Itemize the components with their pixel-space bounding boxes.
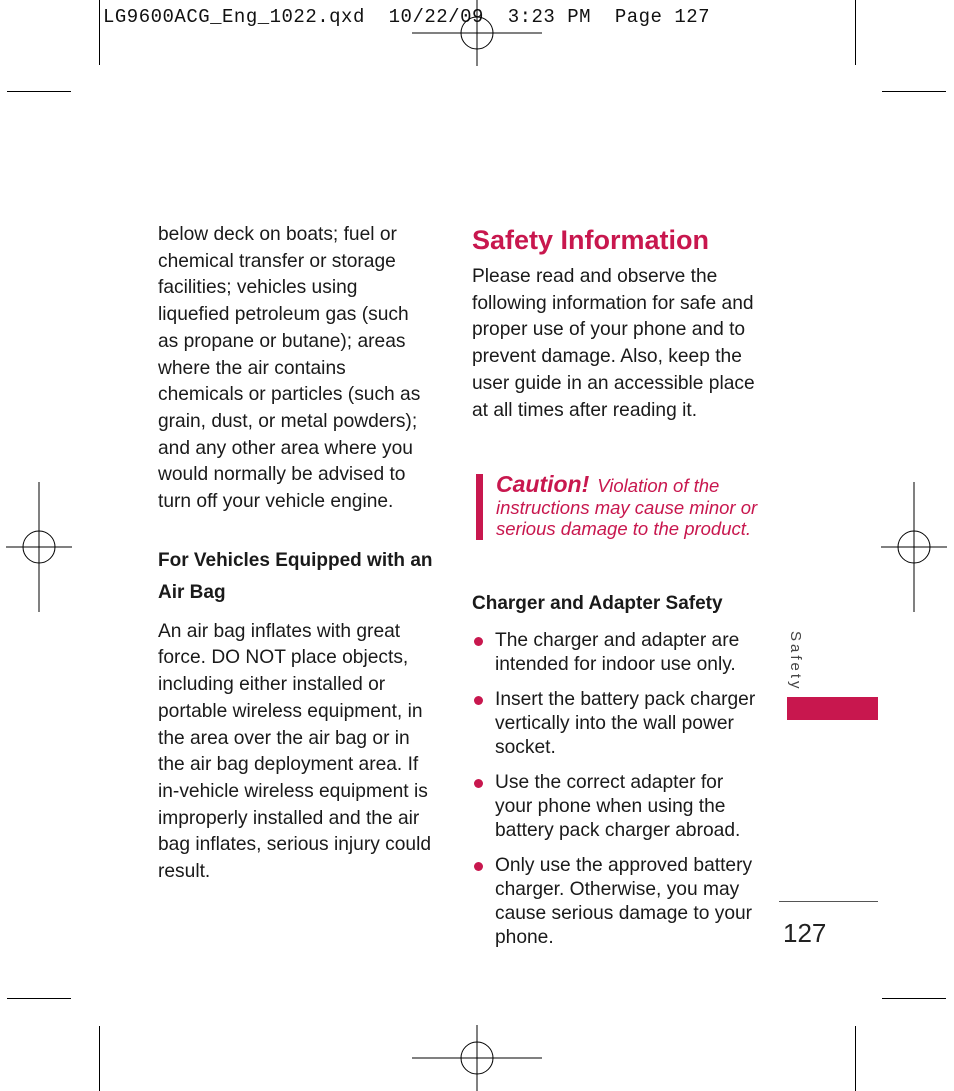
airbag-heading — [158, 545, 433, 609]
airbag-heading-line2: Air Bag — [158, 581, 226, 603]
section-tab-marker — [787, 697, 878, 720]
bullet-icon — [474, 637, 483, 646]
airbag-heading-line1: For Vehicles Equipped with an — [158, 549, 433, 571]
crop-mark-bottom-right-horizontal — [882, 998, 946, 999]
charger-heading: Charger and Adapter Safety — [472, 593, 723, 614]
restricted-areas-paragraph: below deck on boats; fuel or chemical transfer or storage facilities; vehicles using liquefied petroleum gas (such as propane or butane); areas where the air contains chemicals or particles (such as grain, dust, or metal powders); and any other area where you would normally be advised to turn off your vehicle engine. — [158, 224, 421, 513]
crop-mark-bottom-left-horizontal — [7, 998, 71, 999]
page-title: Safety Information — [472, 225, 710, 255]
slug-page: Page 127 — [614, 6, 711, 28]
bullet-icon — [474, 696, 483, 705]
crop-mark-top-right-horizontal — [882, 91, 946, 92]
slug-filename: LG9600ACG_Eng_1022.qxd — [103, 6, 365, 28]
bullet-text: Insert the battery pack charger vertically into the wall power socket. — [495, 689, 756, 758]
caution-label: Caution! — [496, 471, 590, 497]
airbag-paragraph: An air bag inflates with great force. DO NOT place objects, including either installed or portable wireless equipment, in the area over the air bag or in the air bag deployment area. If in-vehicle wireless equipment is improperly installed and the air bag inflates, serious injury could result. — [158, 620, 432, 883]
page-number-rule — [779, 901, 878, 902]
page-number: 127 — [783, 918, 827, 948]
list-item — [472, 771, 757, 843]
slug-time: 3:23 PM — [507, 6, 592, 28]
crop-mark-top-left-horizontal — [7, 91, 71, 92]
charger-bullet-list — [472, 629, 757, 950]
crop-mark-top-right-vertical — [855, 0, 856, 65]
slug-date: 10/22/09 — [388, 6, 484, 28]
list-item — [472, 854, 757, 950]
registration-mark-right-icon — [881, 482, 947, 612]
bullet-text: The charger and adapter are intended for indoor use only. — [495, 630, 740, 675]
registration-mark-top-icon — [412, 0, 542, 66]
crop-mark-bottom-left-vertical — [99, 1026, 100, 1091]
caution-box — [476, 471, 768, 540]
crop-mark-bottom-right-vertical — [855, 1026, 856, 1091]
registration-mark-bottom-icon — [412, 1025, 542, 1091]
left-column — [158, 222, 433, 886]
bullet-icon — [474, 862, 483, 871]
bullet-text: Only use the approved battery charger. Otherwise, you may cause serious damage to your phone. — [495, 855, 753, 948]
print-slug — [103, 6, 710, 28]
caution-text: Violation of the instructions may cause minor or serious damage to the product. — [496, 475, 758, 540]
charger-section — [472, 588, 757, 950]
crop-mark-top-left-vertical — [99, 0, 100, 65]
list-item — [472, 688, 757, 760]
bullet-text: Use the correct adapter for your phone when using the battery pack charger abroad. — [495, 772, 741, 841]
registration-mark-left-icon — [6, 482, 72, 612]
intro-block — [472, 264, 757, 424]
list-item — [472, 629, 757, 677]
bullet-icon — [474, 779, 483, 788]
intro-paragraph: Please read and observe the following information for safe and proper use of your phone and to prevent damage. Also, keep the user guide in an accessible place at all times after reading it. — [472, 266, 755, 421]
section-tab-label: Safety — [787, 631, 804, 692]
